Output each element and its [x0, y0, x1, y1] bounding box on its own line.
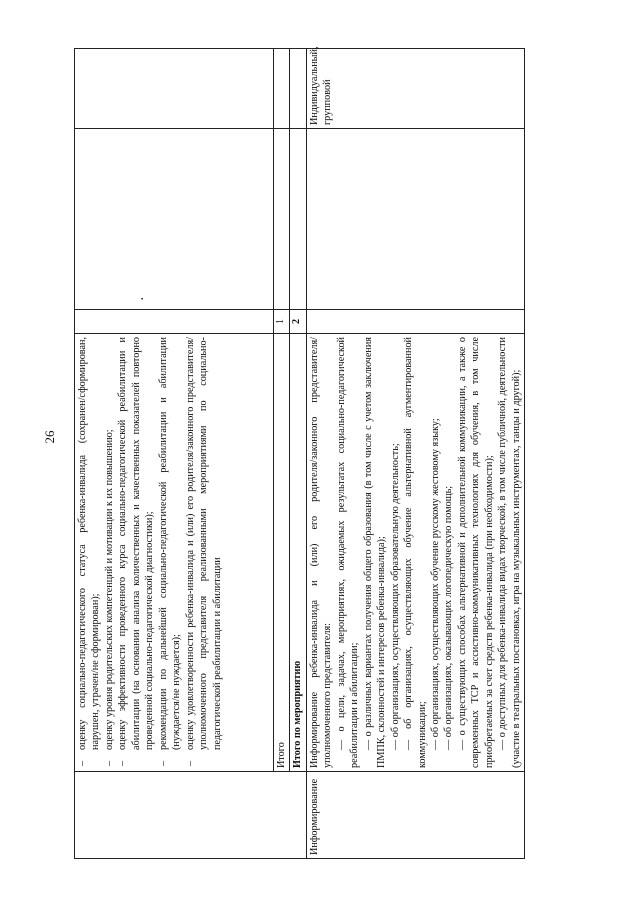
total-empty-b — [274, 49, 290, 129]
stray-dot: . — [135, 297, 146, 300]
continuation-row — [75, 49, 274, 859]
informing-item: — об организациях, осуществляющих образовательную деятельность; — [389, 443, 401, 750]
informing-intro: Информирование ребенка-инвалида и (или) его родителя/законного представителя/уполномоченного представителя: — [308, 337, 334, 768]
assessment-item: – оценку эффективности проведенного курса социально-педагогической реабилитации и абилитации (на основании анализа количественных и качественных показателей повторно проведенной социально-педагогической диагностики); — [116, 337, 156, 768]
total-empty-a — [274, 129, 290, 310]
assessment-item: – оценку социально-педагогического статуса ребенка-инвалида (сохранен/сформирован, нарушен, утрачен/не сформирован); — [76, 337, 103, 768]
assessment-list — [76, 337, 224, 768]
event-total-row — [290, 49, 306, 859]
event-name-cell-empty — [75, 772, 307, 859]
event-total-value: 2 — [290, 310, 306, 334]
informing-item: — о различных вариантах получения общего образования (в том числе с учетом заключения ПМПК, склонностей и интересов ребенка-инвалида); — [362, 337, 388, 768]
informing-form: Индивидуальный, групповой — [306, 49, 524, 129]
page-number: 26 — [42, 430, 57, 444]
informing-content-cell — [306, 334, 524, 772]
event-total-empty-a — [290, 129, 306, 310]
form-cell-empty — [75, 49, 274, 129]
total-row — [274, 49, 290, 859]
assessment-item: – оценку уровня родительских компетенций и мотивации к их повышению; — [103, 337, 116, 768]
total-value: 1 — [274, 310, 290, 334]
event-name-informing: Информирование — [306, 772, 524, 859]
informing-item: — о цели, задачах, мероприятиях, ожидаемых результатах социально-педагогической реабилитации и абилитации; — [335, 337, 361, 768]
rotated-table-page — [74, 46, 634, 859]
informing-hours-empty — [306, 310, 524, 334]
assessment-item: – оценку удовлетворенности ребенка-инвалида и (или) его родителя/законного представителя/уполномоченного представителя реализованными мероприятиями по социально-педагогической реабилитации и абилитации — [184, 337, 224, 768]
informing-row — [306, 49, 524, 859]
assessment-content-cell — [75, 334, 274, 772]
informing-item: — о доступных для ребенка-инвалида видах творческой, в том числе публичной, деятельности (участие в театральных постановках, игра на музыкальных инструментах, танцы и другой); — [497, 337, 522, 768]
informing-item: — о существующих способах альтернативной и дополнительной коммуникации, а также о современных ТСР и ассистивно-коммуникативных технологиях для обучения, в том числе приобретаемых за счет средств ребенка-инвалида (при необходимости); — [456, 337, 495, 768]
event-total-label: Итого по мероприятию — [290, 334, 306, 772]
informing-item: — об организациях, осуществляющих обучение альтернативной аугментированной коммуникации; — [403, 337, 428, 768]
specialist-cell-empty — [75, 129, 274, 310]
informing-item: — об организациях, оказывающих логопедическую помощь; — [443, 485, 455, 750]
informing-item: — об организациях, осуществляющих обучение русскому жестовому языку; — [429, 418, 441, 750]
rehabilitation-table — [74, 48, 525, 859]
total-label: Итого — [274, 334, 290, 772]
informing-specialist-empty — [306, 129, 524, 310]
hours-cell-empty — [75, 310, 274, 334]
assessment-item: – рекомендации по дальнейшей социально-педагогической реабилитации и абилитации (нуждается/не нуждается); — [157, 337, 184, 768]
event-total-empty-b — [290, 49, 306, 129]
